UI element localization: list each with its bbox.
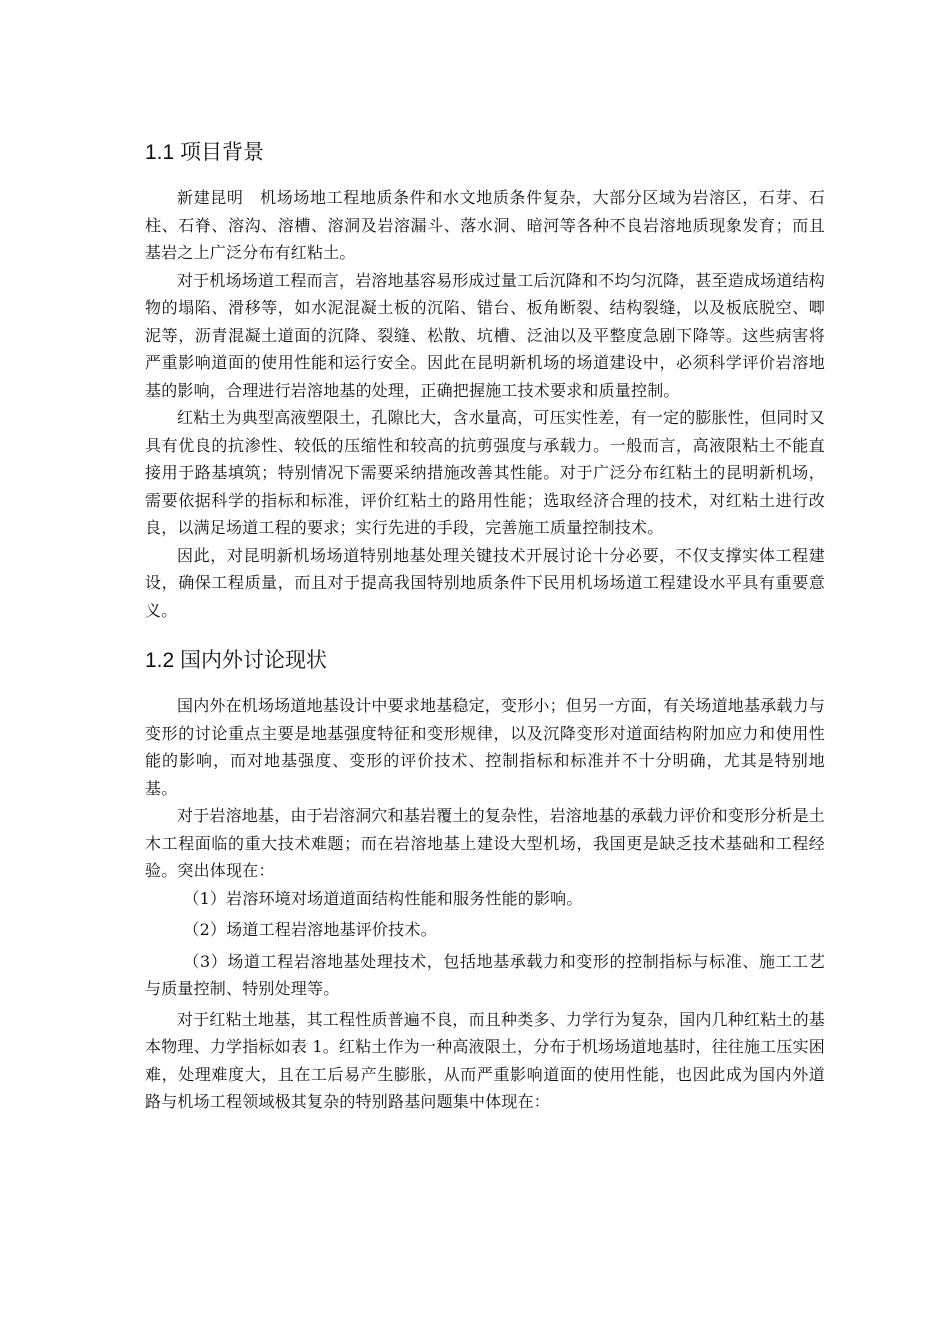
paragraph-significance: 因此，对昆明新机场场道特别地基处理关键技术开展讨论十分必要，不仅支撑实体工程建设，确保工程质量，而且对于提高我国特别地质条件下民用机场场道工程建设水平具有重要意义。 bbox=[145, 545, 825, 620]
list-item-2: （2）场道工程岩溶地基评价技术。 bbox=[183, 920, 437, 939]
paragraph-red-clay: 红粘土为典型高液塑限土，孔隙比大，含水量高，可压实性差，有一定的膨胀性，但同时又具有优良的抗渗性、较低的压缩性和较高的抗剪强度与承载力。一般而言，高液限粘土不能直接用于路基填筑；特别情况下需要采纳措施改善其性能。对于广泛分布红粘土的昆明新机场，需要依据科学的指标和标准，评价红粘土的路用性能；选取经济合理的技术，对红粘土进行改良，以满足场道工程的要求；实行先进的手段，完善施工质量控制技术。 bbox=[145, 408, 826, 537]
list-item-3: （3）场道工程岩溶地基处理技术，包括地基承载力和变形的控制指标与标准、施工工艺与质量控制、特别处理等。 bbox=[145, 951, 825, 998]
paragraph-domestic-foreign: 国内外在机场场道地基设计中要求地基稳定，变形小；但另一方面，有关场道地基承载力与变形的讨论重点主要是地基强度特征和变形规律，以及沉降变形对道面结构附加应力和使用性能的影响，而对地基强度、变形的评价技术、控制指标和标准并不十分明确，尤其是特别地基。 bbox=[145, 696, 826, 798]
section-heading-project-background: 1.1 项目背景 bbox=[145, 141, 265, 164]
section-heading-research-status: 1.2 国内外讨论现状 bbox=[145, 649, 328, 672]
paragraph-red-clay-foundation: 对于红粘土地基，其工程性质普遍不良，而且种类多、力学行为复杂，国内几种红粘土的基本物理、力学指标如表 1。红粘土作为一种高液限土，分布于机场场道地基时，往往施工压实困难，处理难度大，且在工后易产生膨胀，从而严重影响道面的使用性能，也因此成为国内外道路与机场工程领域极其复杂的特别路基问题集中体现在： bbox=[145, 1009, 826, 1111]
paragraph-site-conditions: 新建昆明 机场场地工程地质条件和水文地质条件复杂，大部分区域为岩溶区，石芽、石柱、石脊、溶沟、溶槽、溶洞及岩溶漏斗、落水洞、暗河等各种不良岩溶地质现象发育；而且基岩之上广泛分布有红粘土。 bbox=[145, 188, 825, 262]
paragraph-karst-effects: 对于机场场道工程而言，岩溶地基容易形成过量工后沉降和不均匀沉降，甚至造成场道结构物的塌陷、滑移等，如水泥混凝土板的沉陷、错台、板角断裂、结构裂缝，以及板底脱空、唧泥等，沥青混凝土道面的沉降、裂缝、松散、坑槽、泛油以及平整度急剧下降等。这些病害将严重影响道面的使用性能和运行安全。因此在昆明新机场的场道建设中，必须科学评价岩溶地基的影响，合理进行岩溶地基的处理，正确把握施工技术要求和质量控制。 bbox=[145, 270, 826, 400]
paragraph-karst-foundation: 对于岩溶地基，由于岩溶洞穴和基岩覆土的复杂性，岩溶地基的承载力评价和变形分析是土木工程面临的重大技术难题；而在岩溶地基上建设大型机场，我国更是缺乏技术基础和工程经验。突出体现在： bbox=[145, 806, 826, 880]
list-item-1: （1）岩溶环境对场道道面结构性能和服务性能的影响。 bbox=[183, 888, 583, 908]
page-content bbox=[145, 138, 825, 1116]
